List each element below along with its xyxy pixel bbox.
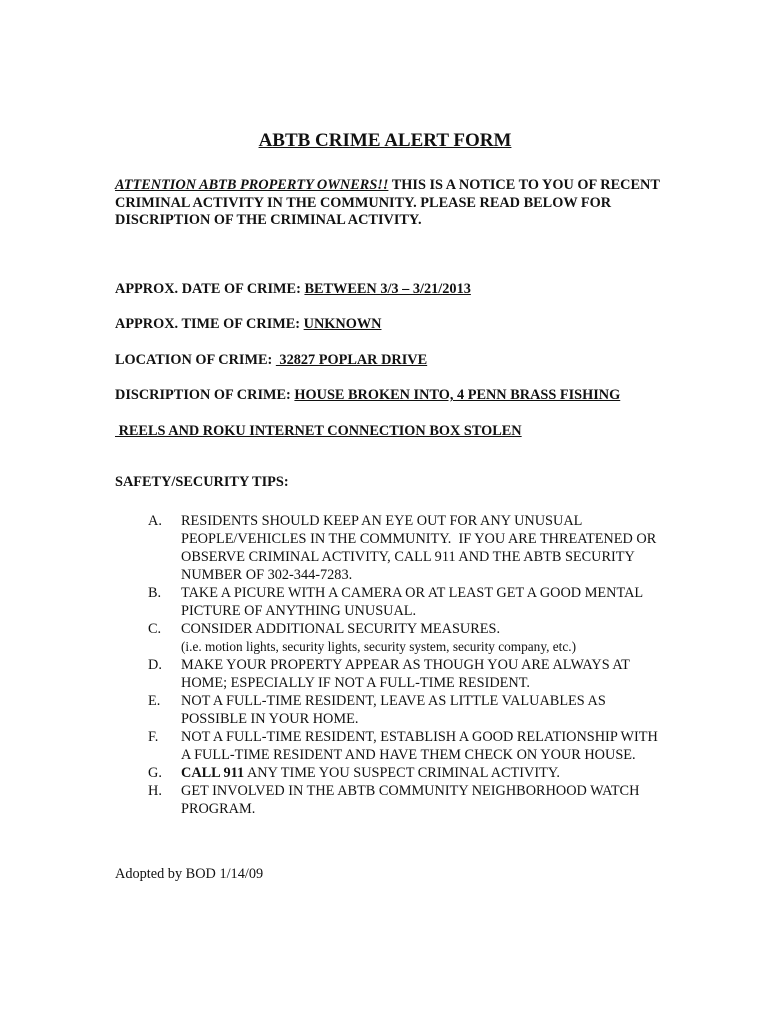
location-field — [115, 351, 427, 369]
tip-body — [181, 782, 668, 818]
tip-body — [181, 764, 668, 782]
tip-letter: H. — [148, 783, 162, 799]
notice-paragraph — [115, 177, 665, 230]
tip-text: RESIDENTS SHOULD KEEP AN EYE OUT FOR ANY UNUSUAL PEOPLE/VEHICLES IN THE COMMUNITY. IF YOU ARE THREATENED OR OBSERVE CRIMINAL ACTIVITY, CALL 911 AND THE ABTB SECURITY NUMBER OF 302-344-7283. — [181, 513, 660, 583]
location-value: 32827 POPLAR DRIVE — [275, 352, 428, 368]
tip-body — [181, 692, 668, 728]
time-label: APPROX. TIME OF CRIME: — [115, 316, 301, 332]
tips-heading: SAFETY/SECURITY TIPS: — [115, 474, 289, 490]
date-field — [115, 280, 471, 298]
description-value-line1: HOUSE BROKEN INTO, 4 PENN BRASS FISHING — [294, 387, 621, 403]
tip-body — [181, 656, 668, 692]
tip-item — [148, 656, 668, 692]
tip-body — [181, 620, 668, 656]
date-label: APPROX. DATE OF CRIME: — [115, 281, 301, 297]
tip-item — [148, 728, 668, 764]
notice-text: THIS IS A NOTICE TO YOU OF RECENT CRIMINAL ACTIVITY IN THE COMMUNITY. PLEASE READ BELOW FOR DISCRIPTION OF THE CRIMINAL ACTIVITY. — [115, 177, 660, 229]
tip-letter: A. — [148, 513, 162, 529]
tip-text: CONSIDER ADDITIONAL SECURITY MEASURES. — [181, 621, 501, 637]
tip-text: GET INVOLVED IN THE ABTB COMMUNITY NEIGHBORHOOD WATCH PROGRAM. — [181, 783, 643, 817]
tip-letter: D. — [148, 657, 162, 673]
location-label: LOCATION OF CRIME: — [115, 352, 273, 368]
tip-item — [148, 692, 668, 728]
description-continuation — [115, 422, 522, 440]
tip-text: NOT A FULL-TIME RESIDENT, ESTABLISH A GOOD RELATIONSHIP WITH A FULL-TIME RESIDENT AND HAVE THEM CHECK ON YOUR HOUSE. — [181, 729, 661, 763]
tip-item — [148, 764, 668, 782]
tip-item — [148, 512, 668, 584]
tip-body — [181, 512, 668, 584]
form-title: ABTB CRIME ALERT FORM — [258, 130, 512, 151]
tip-text: TAKE A PICURE WITH A CAMERA OR AT LEAST GET A GOOD MENTAL PICTURE OF ANYTHING UNUSUAL. — [181, 585, 647, 619]
tip-body — [181, 584, 668, 620]
tip-letter: G. — [148, 765, 162, 781]
tip-body — [181, 728, 668, 764]
tip-subtext: (i.e. motion lights, security lights, security system, security company, etc.) — [181, 639, 577, 654]
tip-emphasis: CALL 911 — [181, 765, 245, 781]
adoption-note: Adopted by BOD 1/14/09 — [115, 866, 264, 882]
description-field — [115, 386, 620, 404]
time-value: UNKNOWN — [303, 316, 382, 332]
tip-item — [148, 584, 668, 620]
tip-letter: B. — [148, 585, 162, 601]
tip-item — [148, 782, 668, 818]
time-field — [115, 315, 381, 333]
tip-text: MAKE YOUR PROPERTY APPEAR AS THOUGH YOU ARE ALWAYS AT HOME; ESPECIALLY IF NOT A FULL-TIME RESIDENT. — [181, 657, 634, 691]
tip-text: ANY TIME YOU SUSPECT CRIMINAL ACTIVITY. — [244, 765, 560, 781]
tip-letter: C. — [148, 621, 162, 637]
description-label: DISCRIPTION OF CRIME: — [115, 387, 291, 403]
tip-letter: F. — [148, 729, 159, 745]
tip-letter: E. — [148, 693, 161, 709]
tips-list — [148, 512, 668, 818]
description-value-line2: REELS AND ROKU INTERNET CONNECTION BOX STOLEN — [115, 423, 522, 439]
tip-item — [148, 620, 668, 656]
attention-heading: ATTENTION ABTB PROPERTY OWNERS!! — [115, 177, 389, 193]
date-value: BETWEEN 3/3 – 3/21/2013 — [304, 281, 471, 297]
tip-text: NOT A FULL-TIME RESIDENT, LEAVE AS LITTLE VALUABLES AS POSSIBLE IN YOUR HOME. — [181, 693, 610, 727]
